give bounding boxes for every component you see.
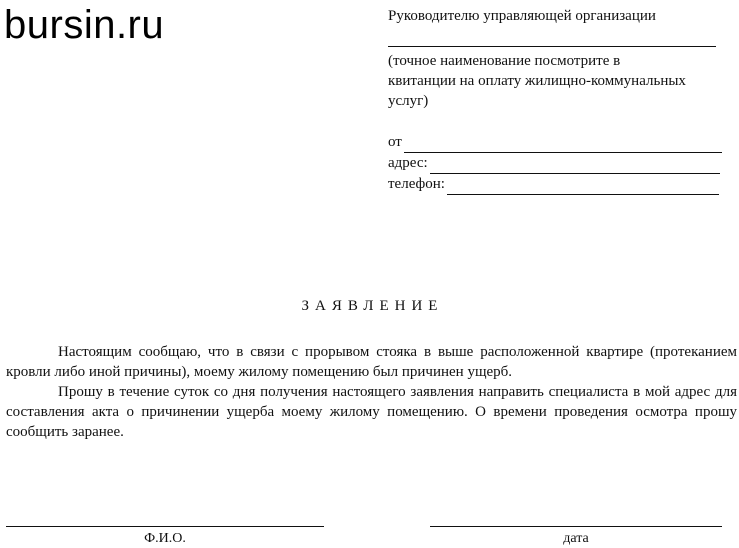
- from-field-row: [388, 132, 733, 153]
- from-label: от: [388, 134, 402, 150]
- from-blank: [404, 136, 722, 153]
- signature-fio: Ф.И.О.: [6, 526, 324, 547]
- address-field-row: [388, 153, 733, 174]
- document-body: [6, 342, 737, 442]
- body-paragraph-2: Прошу в течение суток со дня получения настоящего заявления направить специалиста в мой адрес для составления акта о причинении ущерба моему жилому помещению. О времени проведения осмотра прошу сообщить заранее.: [6, 384, 737, 440]
- signature-date: дата: [430, 526, 722, 547]
- document-title: ЗАЯВЛЕНИЕ: [301, 298, 444, 314]
- phone-label: телефон:: [388, 176, 445, 192]
- organization-name-blank: [388, 26, 716, 47]
- addressee-hint: (точное наименование посмотрите в квитанции на оплату жилищно-коммунальных услуг): [388, 53, 686, 109]
- address-label: адрес:: [388, 155, 428, 171]
- sender-fields: [388, 132, 733, 195]
- addressee-title: Руководителю управляющей организации: [388, 8, 656, 24]
- address-blank: [430, 157, 720, 174]
- phone-blank: [447, 178, 719, 195]
- phone-field-row: [388, 174, 733, 195]
- addressee-block: [388, 6, 733, 111]
- body-paragraph-1: Настоящим сообщаю, что в связи с прорывом стояка в выше расположенной квартире (протеканием кровли либо иной причины), моему жилому помещению был причинен ущерб.: [6, 344, 737, 380]
- watermark-logo: bursin.ru: [4, 3, 165, 47]
